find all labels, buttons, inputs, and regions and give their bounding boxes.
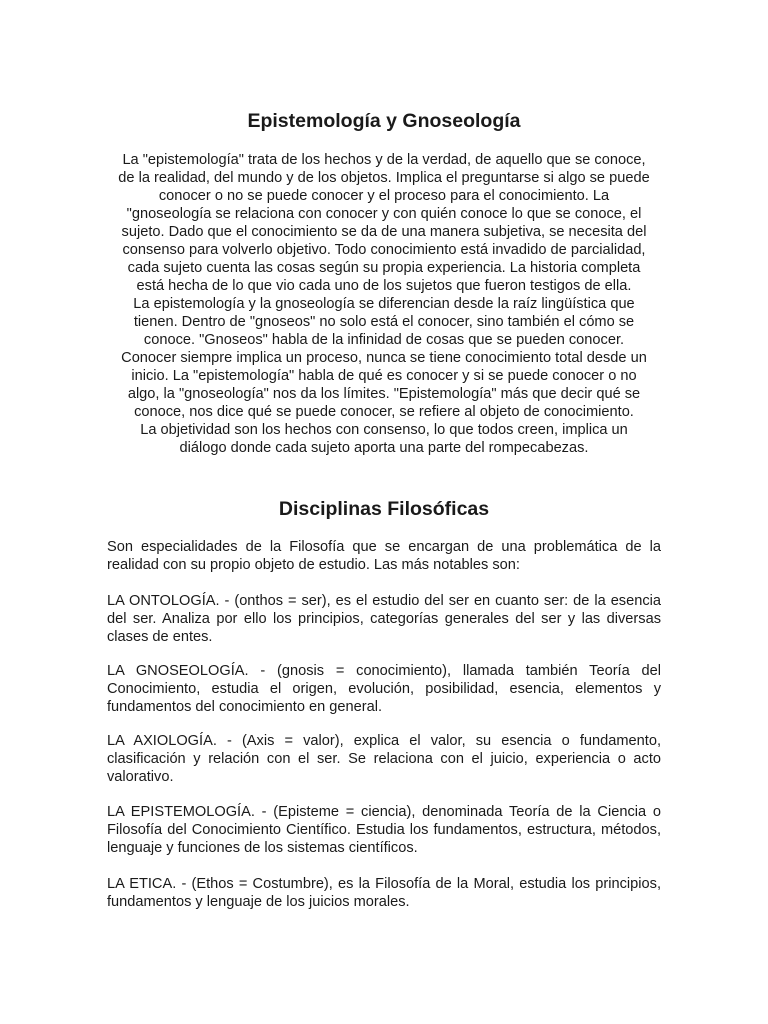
text-line: sujeto. Dado que el conocimiento se da de una manera subjetiva, se necesita del bbox=[121, 224, 647, 240]
text-line: diálogo donde cada sujeto aporta una parte del rompecabezas. bbox=[179, 440, 589, 456]
text-line: consenso para volverlo objetivo. Todo conocimiento está invadido de parcialidad, bbox=[122, 242, 646, 258]
text-line: Conocer siempre implica un proceso, nunca se tiene conocimiento total desde un bbox=[121, 350, 647, 366]
text-line: conoce, nos dice qué se puede conocer, se refiere al objeto de conocimiento. bbox=[134, 404, 634, 420]
paragraph-gnoseologia: LA GNOSEOLOGÍA. - (gnosis = conocimiento), llamada también Teoría del Conocimiento, estudia el origen, evolución, posibilidad, esencia, elementos y fundamentos del conocimiento en general. bbox=[107, 663, 661, 715]
text-line: La objetividad son los hechos con consenso, lo que todos creen, implica un bbox=[140, 422, 628, 438]
text-line: conoce. "Gnoseos" habla de la infinidad de cosas que se pueden conocer. bbox=[143, 332, 625, 348]
text-line: cada sujeto cuenta las cosas según su propia experiencia. La historia completa bbox=[127, 260, 641, 276]
paragraph-epistemologia: LA EPISTEMOLOGÍA. - (Episteme = ciencia), denominada Teoría de la Ciencia o Filosofía del Conocimiento Científico. Estudia los fundamentos, estructura, métodos, lenguaje y funciones de los sistemas científicos. bbox=[107, 804, 661, 856]
text-line: de la realidad, del mundo y de los objetos. Implica el preguntarse si algo se puede bbox=[118, 170, 650, 186]
disciplinas-intro-paragraph: Son especialidades de la Filosofía que se encargan de una problemática de la realidad con su propio objeto de estudio. Las más notables son: bbox=[107, 539, 661, 573]
text-line: algo, la "gnoseología" nos da los límites. "Epistemología" más que decir qué se bbox=[127, 386, 641, 402]
section-title-disciplinas: Disciplinas Filosóficas bbox=[278, 498, 490, 520]
paragraph-etica: LA ETICA. - (Ethos = Costumbre), es la Filosofía de la Moral, estudia los principios, fundamentos y lenguaje de los juicios morales. bbox=[107, 876, 661, 910]
text-line: La epistemología y la gnoseología se diferencian desde la raíz lingüística que bbox=[133, 296, 635, 312]
text-line: La "epistemología" trata de los hechos y de la verdad, de aquello que se conoce, bbox=[122, 152, 646, 168]
paragraph-axiologia: LA AXIOLOGÍA. - (Axis = valor), explica el valor, su esencia o fundamento, clasificación y relación con el ser. Se relaciona con el juicio, experiencia o acto valorativo. bbox=[107, 733, 661, 785]
text-line: "gnoseología se relaciona con conocer y con quién conoce lo que se conoce, el bbox=[126, 206, 642, 222]
epistemologia-text-block bbox=[104, 151, 664, 457]
text-line: conocer o no se puede conocer y el proceso para el conocimiento. La bbox=[158, 188, 610, 204]
text-line: inicio. La "epistemología" habla de qué es conocer y si se puede conocer o no bbox=[131, 368, 637, 384]
text-line: tienen. Dentro de "gnoseos" no solo está el conocer, sino también el cómo se bbox=[133, 314, 635, 330]
text-line: está hecha de lo que vio cada uno de los sujetos que fueron testigos de ella. bbox=[136, 278, 632, 294]
paragraph-ontologia: LA ONTOLOGÍA. - (onthos = ser), es el estudio del ser en cuanto ser: de la esencia del ser. Analiza por ello los principios, categorías generales del ser y las diversas clases de entes. bbox=[107, 593, 661, 645]
section-title-epistemologia: Epistemología y Gnoseología bbox=[247, 110, 521, 132]
